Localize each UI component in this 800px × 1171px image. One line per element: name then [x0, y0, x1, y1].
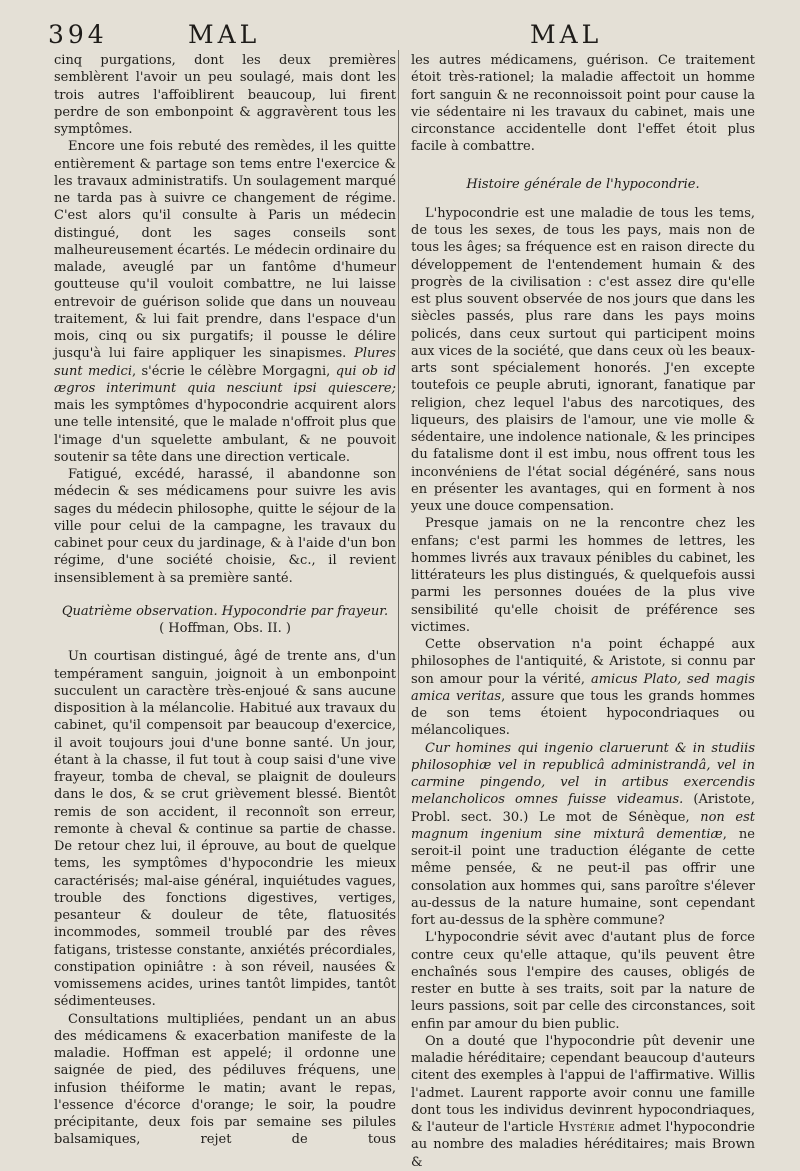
text-run: admet l'hypocondrie au nombre des maladies héréditaires; mais Brown & [411, 1120, 756, 1170]
right-column [411, 52, 755, 1171]
paragraph: L'hypocondrie est une maladie de tous les tems, de tous les sexes, de tous les pays, mais non de tous les âges; sa fréquence est en raison directe du développement de l'entendement humain & des progrès de la civilisation : c'est assez dire qu'elle est plus souvent observée de nos jours que dans les siècles passés, plus rare dans les pays moins policés, dans ceux surtout qui participent moins aux vices de la société, que dans ceux où les beaux-arts sont spécialement honorés. J'en excepte toutefois ce peuple abruti, ignorant, fanatique par religion, chez lequel l'abus des narcotiques, des liqueurs, des plaisirs de l'amour, une vie molle & sédentaire, une indolence nationale, & les principes du fatalisme dont il est imbu, nous offrent tous les inconvéniens de l'état social dégénéré, sans nous en présenter les avantages, qui en forment à nos yeux une douce compensation. [411, 205, 755, 514]
text-run: , assure que tous les grands hommes de son tems étoient hypocondriaques ou mélancoliques. [411, 688, 755, 739]
latin-quote: non est magnum ingenium sine mixturâ dementiæ [411, 809, 755, 842]
text-run: , ne seroit-il point une traduction élégante de cette même pensée, & ne peut-il pas offrir une consolation aux hommes qui, sans paroître s'élever au-dessus de la nature humaine, sont cependant fort au-dessus de la sphère commune? [411, 826, 755, 928]
paragraph: Fatigué, excédé, harassé, il abandonne son médecin & ses médicamens pour suivre les avis sages du médecin philosophe, quitte le séjour de la ville pour celui de la campagne, les travaux du cabinet pour ceux du jardinage, & à l'aide d'un bon régime, d'une société choisie, &c., il revient insensiblement à sa première santé. [54, 467, 396, 586]
section-heading: Histoire générale de l'hypocondrie. [466, 176, 700, 192]
latin-quote: qui ob id ægros interimunt quia nesciunt ipsi quiescere; [54, 363, 396, 396]
paragraph [411, 1033, 755, 1171]
left-running-title: MAL [188, 20, 261, 49]
text-run: , s'écrie le célèbre Morgagni, [131, 363, 331, 379]
paragraph: cinq purgations, dont les deux premières semblèrent l'avoir un peu soulagé, mais dont les trois autres l'affoiblirent beaucoup, lui firent perdre de son embonpoint & aggravèrent tous les symptômes. [54, 53, 396, 137]
running-header [0, 20, 800, 50]
text-run: mais les symptômes d'hypocondrie acquirent alors une telle intensité, que le malade n'offroit plus que l'image d'un squelette ambulant, & ne pouvoit soutenir sa tête dans une direction verticale. [54, 398, 396, 465]
citation: (Aristote, Probl. sect. 30.) [411, 792, 755, 825]
paragraph: L'hypocondrie sévit avec d'autant plus de force contre ceux qu'elle attaque, qu'ils peuvent être enchaînés sous l'empire des causes, obligés de rester en butte à ses traits, soit par la nature de leurs passions, soit par celle des circonstances, soit enfin par amour du bien public. [411, 930, 755, 1032]
paragraph: les autres médicamens, guérison. Ce traitement étoit très-rationel; la maladie affectoit un homme fort sanguin & ne reconnoissoit point pour cause la vie sédentaire ni les travaux du cabinet, mais une circonstance accidentelle dont l'effet étoit plus facile à combattre. [411, 53, 755, 155]
latin-quote: Cur homines qui ingenio claruerunt & in studiis philosophiæ vel in republicâ administrandâ, vel in carmine pingendo, vel in artibus exercendis melancholicos omnes fuisse videamus. [411, 740, 755, 808]
paragraph [411, 740, 755, 930]
text-run: Le mot de Sénèque, [538, 809, 690, 825]
small-caps-term: Hystérie [558, 1120, 616, 1135]
paragraph: Presque jamais on ne la rencontre chez les enfans; c'est parmi les hommes de lettres, les hommes livrés aux travaux pénibles du cabinet, les littérateurs les plus distingués, & quelquefois aussi parmi les personnes douées de la plus vive sensibilité qu'elle choisit de préférence ses victimes. [411, 516, 755, 635]
section-title: Quatrième observation. Hypocondrie par frayeur. [61, 603, 389, 619]
text-run: On a douté que l'hypocondrie pût devenir une maladie héréditaire; cependant beaucoup d'auteurs citent des exemples à l'appui de l'affirmative. Willis l'admet. Laurent rapporte avoir connu une famille dont tous les individus devinrent hypocondriaques, & l'auteur de l'article [411, 1033, 755, 1135]
latin-quote: amicus Plato, sed magis amica veritas [411, 671, 755, 704]
latin-quote: Plures sunt medici [54, 346, 396, 379]
paragraph [411, 636, 755, 740]
column-divider [398, 50, 399, 1080]
paragraph [54, 138, 396, 466]
text-run: Cette observation n'a point échappé aux philosophes de l'antiquité, & Aristote, si connu par son amour pour la vérité, [411, 637, 755, 687]
paragraph: Consultations multipliées, pendant un an abus des médicamens & exacerbation manifeste de la maladie. Hoffman est appelé; il ordonne une saignée de pied, des pédiluves fréquens, une infusion théiforme le matin; avant le repas, l'essence d'écorce d'orange; le soir, la poudre précipitante, deux fois par semaine ses pilules balsamiques, rejet de tous [54, 1011, 396, 1148]
paragraph: Un courtisan distingué, âgé de trente ans, d'un tempérament sanguin, joignoit à un embonpoint succulent un caractère très-enjoué & sans aucune disposition à la mélancolie. Habitué aux travaux du cabinet, qu'il compensoit par beaucoup d'exercice, il avoit toujours joui d'une bonne santé. Un jour, étant à la chasse, il fut tout à coup saisi d'une vive frayeur, tomba de cheval, se plaignit de douleurs dans le dos, & se crut grièvement blessé. Bientôt remis de son accident, il reconnoît son erreur, remonte à cheval & continue sa partie de chasse. De retour chez lui, il éprouve, au bout de quelque tems, les symptômes d'hypocondrie les mieux caractérisés; mal-aise général, inquiétudes vagues, trouble des fonctions digestives, vertiges, pesanteur & douleur de tête, flatuosités incommodes, sommeil troublé par des rêves fatigans, tristesse constante, anxiétés précordiales, constipation opiniâtre : à son réveil, nausées & vomissemens acides, urines tantôt limpides, tantôt sédimenteuses. [54, 649, 396, 1010]
section-reference: ( Hoffman, Obs. II. ) [159, 621, 291, 636]
left-column [54, 52, 396, 1149]
right-running-title: MAL [530, 20, 603, 49]
page-number: 394 [48, 20, 108, 49]
text-run: Encore une fois rebuté des remèdes, il les quitte entièrement & partage son tems entre l'exercice & les travaux administratifs. Un soulagement marqué ne tarda pas à suivre ce changement de régime. C'est alors qu'il consulte à Paris un médecin distingué, dont les sages conseils sont malheureusement écartés. Le médecin ordinaire du malade, aveuglé par un fantôme d'humeur goutteuse qu'il vouloit combattre, ne lui laisse entrevoir de guérison solide que dans un nouveau traitement, & lui fait prendre, dans l'espace d'un mois, cinq ou six purgatifs; il pousse le délire jusqu'à lui faire appliquer les sinapismes. [54, 139, 396, 362]
section-heading [54, 603, 396, 638]
